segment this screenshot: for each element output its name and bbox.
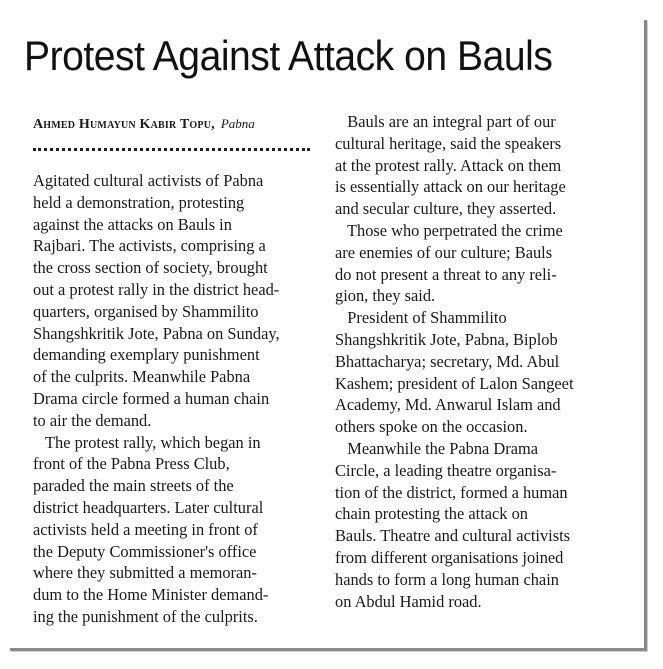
text-line: Bauls are an integral part of our xyxy=(335,112,556,131)
text-line: Agitated cultural activists of Pabna xyxy=(33,171,264,190)
text-line: cultural heritage, said the speakers xyxy=(335,133,562,153)
text-line: the cross section of society, brought xyxy=(33,258,268,278)
text-line: Shangshkritik Jote, Pabna, Biplob xyxy=(335,329,558,349)
text-line: of the culprits. Meanwhile Pabna xyxy=(33,367,251,387)
text-line: and secular culture, they asserted. xyxy=(335,199,557,219)
left-column xyxy=(33,170,316,628)
text-line: at the protest rally. Attack on them xyxy=(335,155,562,175)
text-line: President of Shammilito xyxy=(335,308,507,328)
text-line: out a protest rally in the district head- xyxy=(33,279,280,299)
text-line: dum to the Home Minister demand- xyxy=(33,585,269,605)
text-line: where they submitted a memoran- xyxy=(33,563,257,583)
text-line: activists held a meeting in front of xyxy=(33,519,258,539)
text-line: held a demonstration, protesting xyxy=(33,192,245,212)
text-line: The protest rally, which began in xyxy=(33,432,261,452)
text-line: is essentially attack on our heritage xyxy=(335,177,566,197)
text-line: Drama circle formed a human chain xyxy=(33,388,270,408)
headline: Protest Against Attack on Bauls xyxy=(24,32,553,79)
text-line: chain protesting the attack on xyxy=(335,504,528,524)
text-line: district headquarters. Later cultural xyxy=(33,497,264,517)
dotted-divider xyxy=(33,148,310,151)
text-line: demanding exemplary punishment xyxy=(33,345,260,365)
text-line: ing the punishment of the culprits. xyxy=(33,606,258,626)
text-line: Meanwhile the Pabna Drama xyxy=(335,438,538,458)
byline-author: Ahmed Humayun Kabir Topu, xyxy=(33,117,215,132)
text-line: Rajbari. The activists, comprising a xyxy=(33,236,266,256)
text-line: hands to form a long human chain xyxy=(335,569,559,589)
byline xyxy=(33,115,323,133)
right-column xyxy=(335,111,621,612)
text-line: Bhattacharya; secretary, Md. Abul xyxy=(335,351,560,371)
text-line: Those who perpetrated the crime xyxy=(335,220,563,240)
text-line: from different organisations joined xyxy=(335,547,564,567)
text-line: paraded the main streets of the xyxy=(33,476,234,496)
text-line: Circle, a leading theatre organisa- xyxy=(335,460,557,480)
text-line: Shangshkritik Jote, Pabna on Sunday, xyxy=(33,323,280,343)
byline-place: Pabna xyxy=(220,116,255,131)
text-line: the Deputy Commissioner's office xyxy=(33,541,257,561)
text-line: to air the demand. xyxy=(33,410,152,430)
text-line: are enemies of our culture; Bauls xyxy=(335,242,553,262)
text-line: gion, they said. xyxy=(335,286,436,306)
text-line: tion of the district, formed a human xyxy=(335,482,568,502)
text-line: do not present a threat to any reli- xyxy=(335,264,557,284)
text-line: others spoke on the occasion. xyxy=(335,417,528,437)
text-line: against the attacks on Bauls in xyxy=(33,214,232,234)
text-line: on Abdul Hamid road. xyxy=(335,591,482,611)
text-line: Academy, Md. Anwarul Islam and xyxy=(335,395,561,415)
text-line: Bauls. Theatre and cultural activists xyxy=(335,526,571,546)
text-line: quarters, organised by Shammilito xyxy=(33,301,259,321)
text-line: front of the Pabna Press Club, xyxy=(33,454,230,474)
text-line: Kashem; president of Lalon Sangeet xyxy=(335,373,574,393)
